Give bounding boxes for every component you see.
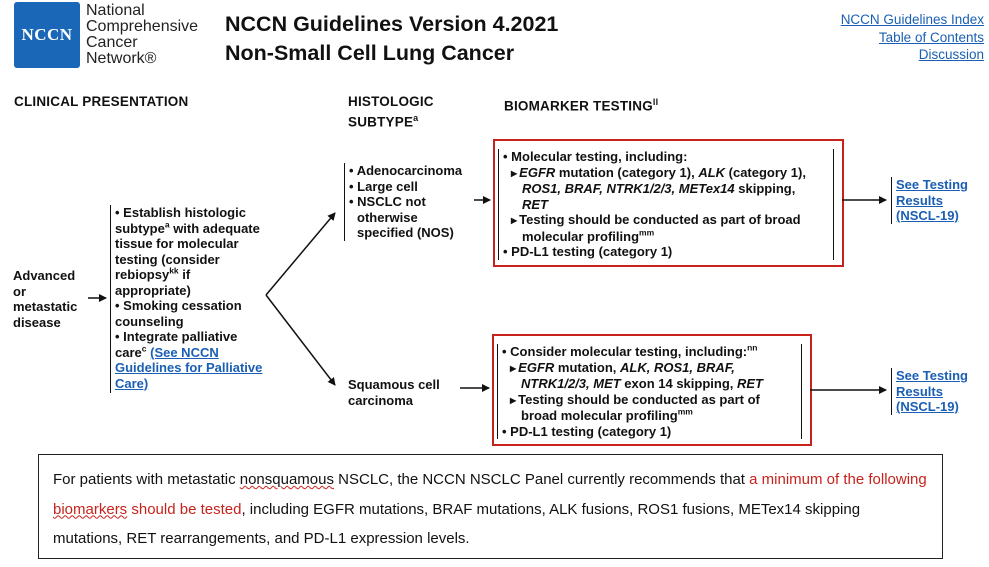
workup-item-subtype: • Establish histologic subtype$^a$ with adequate tissue for molecular testing (consider rebiopsy$^{kk}$ if appropriate): [115, 205, 260, 298]
molecular-testing-content: • Molecular testing, including: ▶ EGFR mutation (category 1), ALK (category 1), ROS1, BRAF, NTRK1/2/3, METex14 skipping, RET ▶ Testing should be conducted as part of broad molecular profiling$^{mm}$ • PD-L1 testing (category 1): [498, 149, 834, 260]
workup-item-palliative: • Integrate palliative care$^c$ (See NCCN Guidelines for Palliative Care): [115, 329, 263, 391]
nccn-logo: NCCN: [14, 2, 80, 68]
subtype-squamous: Squamous cell carcinoma: [348, 377, 440, 408]
biomarker-testing-header: BIOMARKER $TESTING^{ll}$: [504, 97, 659, 114]
see-testing-results-link-top[interactable]: See Testing Results (NSCL-19): [891, 177, 968, 224]
clinical-presentation-header: CLINICAL PRESENTATION: [14, 94, 189, 109]
recommendation-note: For patients with metastatic nonsquamous NSCLC, the NCCN NSCLC Panel currently recommends that a minimum of the following biomarkers should be tested, including EGFR mutations, BRAF mutations, ALK fusions, ROS1 fusions, METex14 skipping mutations, RET rearrangements, and PD-L1 expression levels.: [38, 454, 943, 559]
discussion-link[interactable]: Discussion: [918, 47, 984, 62]
consider-molecular-testing-content: • Consider molecular testing, including:$^{nn}$ ▶ EGFR mutation, ALK, ROS1, BRAF, NTRK1/2/3, MET exon 14 skipping, RET ▶ Testing should be conducted as part of broad molecular profiling$^{mm}$ • PD-L1 testing (category 1): [497, 344, 802, 439]
arrow-workup-to-nonsquamous: [266, 213, 335, 295]
histologic-subtype-header: HISTOLOGIC SUBTYPE$^a$: [348, 94, 434, 130]
workup-item-smoking: • Smoking cessation counseling: [115, 298, 242, 329]
guidelines-index-link[interactable]: NCCN Guidelines Index: [840, 12, 984, 27]
palliative-care-link[interactable]: (See NCCN Guidelines for Palliative Care): [115, 344, 263, 391]
table-of-contents-link[interactable]: Table of Contents: [878, 29, 984, 45]
presentation-text: Advanced or metastatic disease: [13, 268, 78, 330]
subtype-adenocarcinoma: • Adenocarcinoma: [349, 163, 463, 178]
arrow-workup-to-squamous: [266, 295, 335, 385]
see-testing-results-link-bottom[interactable]: See Testing Results (NSCL-19): [891, 368, 968, 415]
organization-name: National Comprehensive Cancer Network®: [86, 2, 199, 67]
subtype-nsclc-nos: • NSCLC not otherwise specified (NOS): [349, 194, 454, 240]
page-title: NCCN Guidelines Version 4.2021 Non-Small Cell Lung Cancer: [225, 12, 559, 65]
subtype-large-cell: • Large cell: [349, 178, 418, 194]
